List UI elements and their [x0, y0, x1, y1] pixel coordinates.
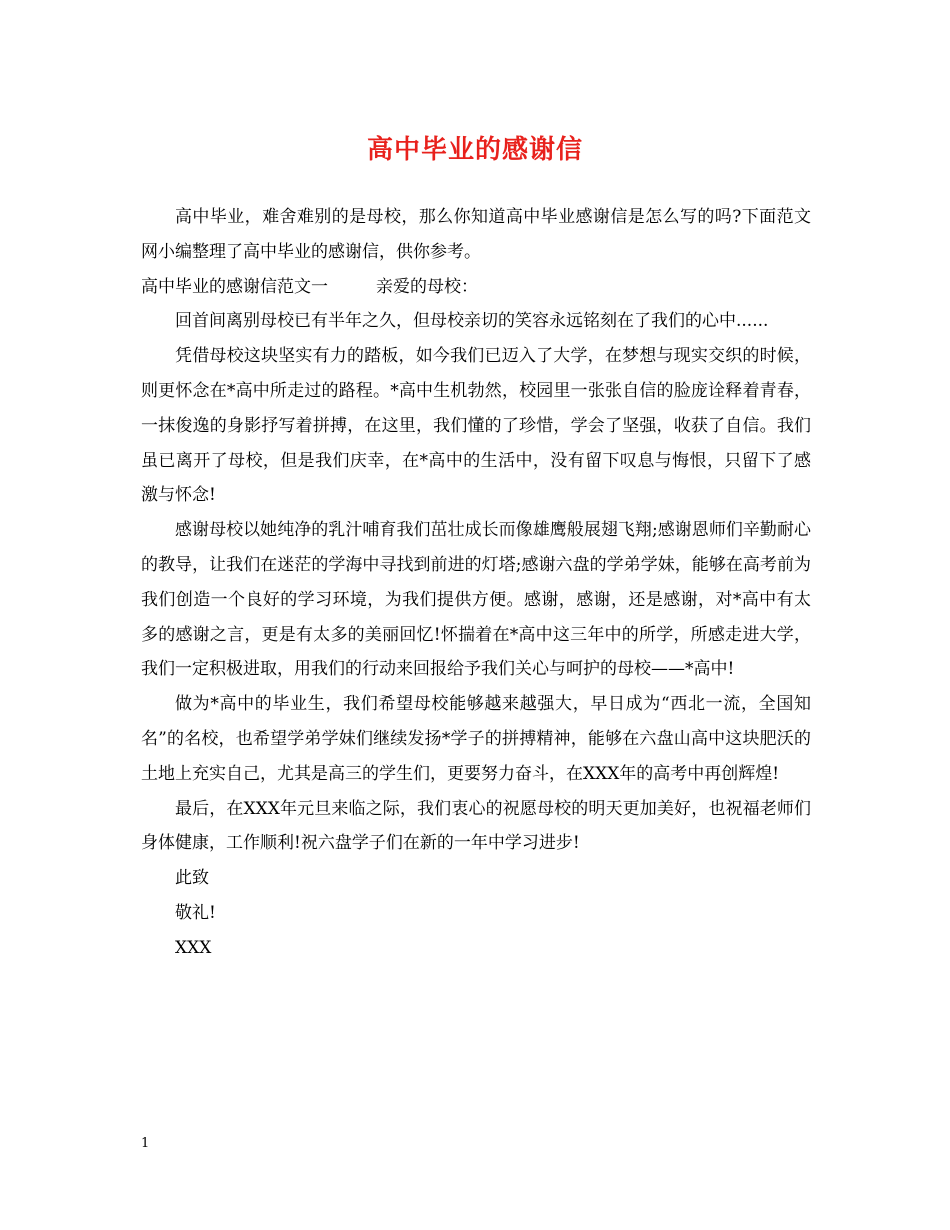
document-title: 高中毕业的感谢信 — [366, 135, 583, 165]
intro-paragraph: 高中毕业，难舍难别的是母校，那么你知道高中毕业感谢信是怎么写的吗?下面范文网小编整理了高中毕业的感谢信，供你参考。 — [141, 207, 811, 262]
body-paragraph-1: 回首间离别母校已有半年之久，但母校亲切的笑容永远铭刻在了我们的心中...... — [175, 311, 769, 332]
body-paragraph-2: 凭借母校这块坚实有力的踏板，如今我们已迈入了大学，在梦想与现实交织的时候，则更怀念在*高中所走过的路程。*高中生机勃然，校园里一张张自信的脸庞诠释着青春，一抹俊逸的身影抒写着拼搏，在这里，我们懂的了珍惜，学会了坚强，收获了自信。我们虽已离开了母校，但是我们庆幸，在*高中的生活中，没有留下叹息与悔恨，只留下了感激与怀念! — [141, 346, 811, 506]
page-number: 1 — [141, 1136, 150, 1151]
sample-heading: 高中毕业的感谢信范文一 — [141, 276, 328, 297]
sample-heading-line — [141, 270, 811, 305]
body-paragraph-3: 感谢母校以她纯净的乳汁哺育我们茁壮成长而像雄鹰般展翅飞翔;感谢恩师们辛勤耐心的教导，让我们在迷茫的学海中寻找到前进的灯塔;感谢六盘的学弟学妹，能够在高考前为我们创造一个良好的学习环境，为我们提供方便。感谢，感谢，还是感谢，对*高中有太多的感谢之言，更是有太多的美丽回忆!怀揣着在*高中这三年中的所学，所感走进大学，我们一定积极进取，用我们的行动来回报给予我们关心与呵护的母校——*高中! — [141, 520, 811, 680]
closing-line-1: 此致 — [175, 868, 209, 889]
document-body — [141, 200, 811, 966]
signature: XXX — [175, 937, 212, 958]
body-paragraph-4: 做为*高中的毕业生，我们希望母校能够越来越强大，早日成为“西北一流，全国知名”的名校，也希望学弟学妹们继续发扬*学子的拼搏精神，能够在六盘山高中这块肥沃的土地上充实自己，尤其是高三的学生们，更要努力奋斗，在XXX年的高考中再创辉煌! — [141, 694, 811, 784]
closing-line-2: 敬礼! — [175, 902, 216, 923]
salutation: 亲爱的母校： — [376, 276, 478, 297]
body-paragraph-5: 最后，在XXX年元旦来临之际，我们衷心的祝愿母校的明天更加美好，也祝福老师们身体健康，工作顺利!祝六盘学子们在新的一年中学习进步! — [141, 798, 811, 854]
